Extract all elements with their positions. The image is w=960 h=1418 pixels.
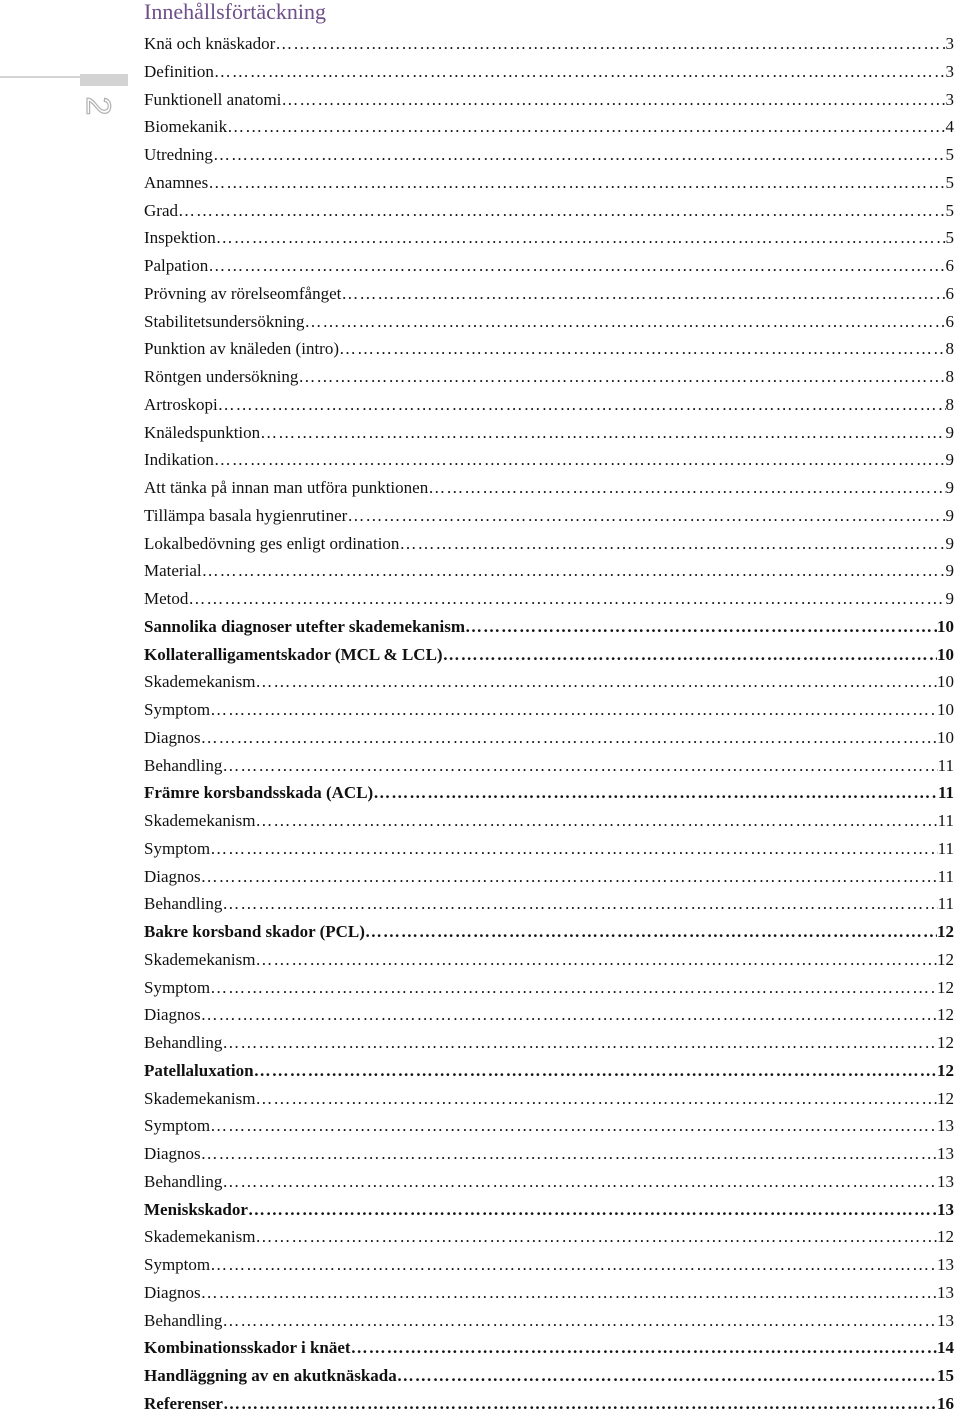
toc-leader-dots	[201, 863, 938, 891]
toc-leader-dots	[218, 391, 946, 419]
toc-leader-dots	[222, 1168, 937, 1196]
toc-entry-page: 9	[945, 505, 954, 525]
toc-leader-dots	[260, 419, 945, 447]
toc-entry-title: Knä och knäskador	[144, 34, 276, 53]
toc-entry[interactable]	[144, 752, 954, 780]
toc-leader-dots	[443, 641, 937, 669]
toc-entry-page: 3	[945, 89, 954, 109]
toc-entry-title: Metod	[144, 589, 189, 608]
toc-leader-dots	[465, 613, 937, 641]
toc-entry-page: 11	[937, 838, 954, 858]
toc-entry[interactable]	[144, 557, 954, 585]
toc-leader-dots	[351, 1334, 937, 1362]
toc-entry-title: Tillämpa basala hygienrutiner	[144, 505, 348, 525]
toc-entry-title: Patellaluxation	[144, 1060, 254, 1080]
toc-entry[interactable]	[144, 1112, 954, 1140]
toc-entry[interactable]	[144, 1223, 954, 1251]
toc-entry[interactable]	[144, 696, 954, 724]
toc-entry[interactable]	[144, 641, 954, 669]
toc-entry-title: Skademekanism	[144, 1088, 256, 1108]
toc-entry-title: Knäledspunktion	[144, 422, 261, 442]
toc-leader-dots	[222, 1307, 937, 1335]
toc-entry[interactable]	[144, 391, 954, 419]
toc-leader-dots	[341, 280, 945, 308]
toc-leader-dots	[210, 974, 937, 1002]
toc-entry-page: 12	[937, 1227, 954, 1247]
toc-entry[interactable]	[144, 1251, 954, 1279]
toc-leader-dots	[255, 1223, 937, 1251]
toc-entry[interactable]	[144, 863, 954, 891]
toc-leader-dots	[214, 446, 946, 474]
toc-entry-title: Röntgen undersökning	[144, 367, 299, 386]
toc-entry-title: Främre korsbandsskada (ACL)	[144, 783, 374, 803]
toc-entry-page: 3	[945, 34, 954, 53]
side-rule	[0, 76, 80, 78]
toc-entry[interactable]	[144, 30, 954, 58]
toc-entry-page: 14	[937, 1338, 954, 1358]
toc-entry[interactable]	[144, 169, 954, 197]
toc-entry-title: Referenser	[144, 1393, 223, 1413]
toc-leader-dots	[208, 169, 945, 197]
toc-entry[interactable]	[144, 280, 954, 308]
toc-leader-dots	[214, 58, 946, 86]
toc-entry-page: 13	[937, 1255, 954, 1274]
toc-entry-title: Definition	[144, 61, 214, 81]
toc-entry[interactable]	[144, 197, 954, 225]
toc-leader-dots	[373, 779, 938, 807]
toc-entry-title: Skademekanism	[144, 949, 256, 969]
toc-leader-dots	[339, 335, 946, 363]
toc-entry[interactable]	[144, 974, 954, 1002]
toc-entry-page: 9	[945, 478, 954, 497]
toc-leader-dots	[347, 502, 945, 530]
toc-entry[interactable]	[144, 779, 954, 807]
toc-leader-dots	[210, 1251, 937, 1279]
toc-entry-page: 12	[937, 949, 954, 969]
toc-entry-page: 4	[945, 117, 954, 137]
toc-entry-title: Symptom	[144, 977, 211, 997]
toc-entry[interactable]	[144, 835, 954, 863]
toc-entry[interactable]	[144, 308, 954, 336]
toc-entry-page: 11	[937, 755, 954, 775]
toc-entry-title: Behandling	[144, 755, 223, 775]
toc-entry-title: Symptom	[144, 838, 211, 858]
toc-entry-title: Biomekanik	[144, 117, 228, 137]
toc-entry-title: Sannolika diagnoser utefter skademekanism	[144, 616, 465, 636]
toc-entry-title: Handläggning av en akutknäskada	[144, 1366, 397, 1385]
toc-entry-page: 11	[937, 894, 954, 914]
toc-entry-title: Symptom	[144, 1116, 211, 1136]
toc-entry[interactable]	[144, 946, 954, 974]
toc-entry[interactable]	[144, 224, 954, 252]
toc-entry[interactable]	[144, 86, 954, 114]
toc-entry-page: 10	[937, 644, 954, 664]
toc-leader-dots	[255, 1085, 937, 1113]
toc-leader-dots	[210, 1112, 937, 1140]
toc-entry-title: Skademekanism	[144, 672, 256, 692]
toc-leader-dots	[222, 890, 937, 918]
toc-entry-page: 3	[945, 61, 954, 81]
toc-entry-page: 11	[937, 783, 954, 803]
toc-leader-dots	[210, 835, 938, 863]
toc-entry-title: Funktionell anatomi	[144, 89, 282, 109]
toc-entry-title: Stabilitetsundersökning	[144, 311, 305, 331]
toc-entry[interactable]	[144, 419, 954, 447]
toc-entry-title: Diagnos	[144, 727, 201, 747]
toc-entry[interactable]	[144, 363, 954, 391]
toc-entry-page: 13	[937, 1282, 954, 1302]
toc-entry[interactable]	[144, 890, 954, 918]
side-tab-bar	[80, 74, 128, 86]
toc-entry-title: Skademekanism	[144, 1227, 256, 1247]
toc-entry[interactable]	[144, 613, 954, 641]
toc-entry[interactable]	[144, 113, 954, 141]
toc-entry-page: 9	[945, 533, 954, 553]
toc-entry-title: Diagnos	[144, 866, 201, 886]
toc-leader-dots	[248, 1196, 937, 1224]
toc-leader-dots	[188, 585, 945, 613]
toc-leader-dots	[208, 252, 945, 280]
toc-entry[interactable]	[144, 1279, 954, 1307]
toc-entry[interactable]	[144, 1001, 954, 1029]
toc-entry-title: Utredning	[144, 145, 213, 164]
toc-entry-title: Artroskopi	[144, 394, 218, 414]
toc-entry-page: 13	[937, 1116, 954, 1136]
toc-entry-page: 5	[945, 145, 954, 164]
toc-entry[interactable]	[144, 530, 954, 558]
toc-entry-page: 9	[945, 422, 954, 442]
toc-entry-title: Behandling	[144, 1033, 223, 1052]
toc-entry[interactable]	[144, 58, 954, 86]
toc-entry-title: Bakre korsband skador (PCL)	[144, 922, 365, 941]
toc-entry-title: Skademekanism	[144, 811, 256, 830]
toc-entry-title: Material	[144, 561, 202, 581]
toc-entry-page: 10	[937, 727, 954, 747]
toc-entry-title: Kombinationsskador i knäet	[144, 1338, 351, 1358]
toc-entry[interactable]	[144, 474, 954, 502]
toc-title: Innehållsförtäckning	[144, 0, 327, 24]
toc-leader-dots	[222, 752, 937, 780]
toc-entry-page: 12	[937, 1033, 954, 1052]
toc-entry-page: 10	[937, 616, 954, 636]
toc-entry[interactable]	[144, 1390, 954, 1418]
toc-leader-dots	[213, 141, 946, 169]
toc-entry[interactable]	[144, 585, 954, 613]
toc-entry-page: 5	[945, 228, 954, 248]
toc-entry-page: 11	[937, 811, 954, 830]
toc-entry[interactable]	[144, 668, 954, 696]
toc-leader-dots	[201, 1001, 937, 1029]
toc-entry[interactable]	[144, 1168, 954, 1196]
toc-leader-dots	[201, 724, 937, 752]
toc-leader-dots	[210, 696, 937, 724]
table-of-contents	[144, 30, 954, 1418]
toc-entry[interactable]	[144, 1057, 954, 1085]
toc-entry[interactable]	[144, 918, 954, 946]
toc-entry[interactable]	[144, 141, 954, 169]
toc-leader-dots	[254, 1057, 937, 1085]
toc-leader-dots	[305, 308, 946, 336]
toc-entry-title: Anamnes	[144, 172, 209, 192]
toc-entry[interactable]	[144, 335, 954, 363]
toc-entry-page: 12	[937, 1005, 954, 1025]
toc-entry-title: Indikation	[144, 450, 214, 470]
toc-leader-dots	[255, 946, 937, 974]
toc-entry-title: Behandling	[144, 894, 223, 914]
toc-entry-page: 16	[937, 1393, 954, 1413]
toc-entry-page: 6	[945, 283, 954, 303]
toc-entry-title: Inspektion	[144, 228, 216, 248]
toc-entry[interactable]	[144, 1196, 954, 1224]
toc-entry-title: Punktion av knäleden (intro)	[144, 339, 339, 359]
toc-leader-dots	[397, 1362, 937, 1390]
toc-entry-page: 12	[937, 977, 954, 997]
toc-entry-page: 11	[937, 866, 954, 886]
toc-leader-dots	[399, 530, 945, 558]
toc-leader-dots	[255, 668, 937, 696]
toc-leader-dots	[223, 1390, 937, 1418]
toc-entry-page: 5	[945, 200, 954, 220]
toc-leader-dots	[222, 1029, 937, 1057]
toc-entry-title: Grad	[144, 200, 178, 220]
toc-entry-page: 5	[945, 172, 954, 192]
toc-leader-dots	[428, 474, 945, 502]
toc-entry-page: 13	[937, 1199, 954, 1219]
toc-entry-title: Att tänka på innan man utföra punktionen	[144, 478, 429, 497]
toc-entry[interactable]	[144, 252, 954, 280]
toc-leader-dots	[216, 224, 946, 252]
toc-leader-dots	[227, 113, 945, 141]
toc-entry-title: Diagnos	[144, 1282, 201, 1302]
toc-entry-title: Diagnos	[144, 1144, 201, 1163]
toc-entry[interactable]	[144, 807, 954, 835]
toc-entry-title: Palpation	[144, 256, 209, 275]
toc-entry-page: 6	[945, 256, 954, 275]
toc-entry-title: Diagnos	[144, 1005, 201, 1025]
toc-entry-title: Lokalbedövning ges enligt ordination	[144, 533, 400, 553]
toc-entry-title: Behandling	[144, 1171, 223, 1191]
toc-entry-title: Meniskskador	[144, 1199, 248, 1219]
toc-entry[interactable]	[144, 1140, 954, 1168]
toc-leader-dots	[178, 197, 946, 225]
toc-leader-dots	[201, 1279, 937, 1307]
toc-leader-dots	[202, 557, 946, 585]
toc-entry-page: 13	[937, 1144, 954, 1163]
toc-entry[interactable]	[144, 1029, 954, 1057]
toc-entry-page: 10	[937, 672, 954, 692]
toc-entry-page: 13	[937, 1310, 954, 1330]
toc-entry[interactable]	[144, 1085, 954, 1113]
toc-entry-page: 15	[937, 1366, 954, 1385]
toc-leader-dots	[281, 86, 945, 114]
toc-entry-page: 8	[945, 367, 954, 386]
toc-entry[interactable]	[144, 1362, 954, 1390]
toc-entry-page: 6	[945, 311, 954, 331]
toc-entry-title: Symptom	[144, 1255, 211, 1274]
toc-entry-page: 12	[937, 1088, 954, 1108]
toc-entry-page: 8	[945, 339, 954, 359]
toc-leader-dots	[201, 1140, 937, 1168]
toc-entry-title: Prövning av rörelseomfånget	[144, 283, 342, 303]
toc-entry-page: 12	[937, 922, 954, 941]
toc-entry[interactable]	[144, 446, 954, 474]
toc-entry[interactable]	[144, 1307, 954, 1335]
page-number: 2	[79, 96, 117, 116]
toc-entry-page: 8	[945, 394, 954, 414]
toc-entry-page: 13	[937, 1171, 954, 1191]
toc-entry-page: 9	[945, 589, 954, 608]
toc-leader-dots	[365, 918, 937, 946]
toc-leader-dots	[298, 363, 945, 391]
toc-leader-dots	[275, 30, 945, 58]
toc-entry-title: Kollateralligamentskador (MCL & LCL)	[144, 644, 443, 664]
toc-entry-page: 12	[937, 1060, 954, 1080]
toc-entry[interactable]	[144, 502, 954, 530]
toc-entry-page: 10	[937, 700, 954, 719]
toc-leader-dots	[255, 807, 937, 835]
toc-entry[interactable]	[144, 1334, 954, 1362]
toc-entry-title: Symptom	[144, 700, 211, 719]
toc-entry-page: 9	[945, 561, 954, 581]
toc-entry-title: Behandling	[144, 1310, 223, 1330]
toc-entry-page: 9	[945, 450, 954, 470]
toc-entry[interactable]	[144, 724, 954, 752]
